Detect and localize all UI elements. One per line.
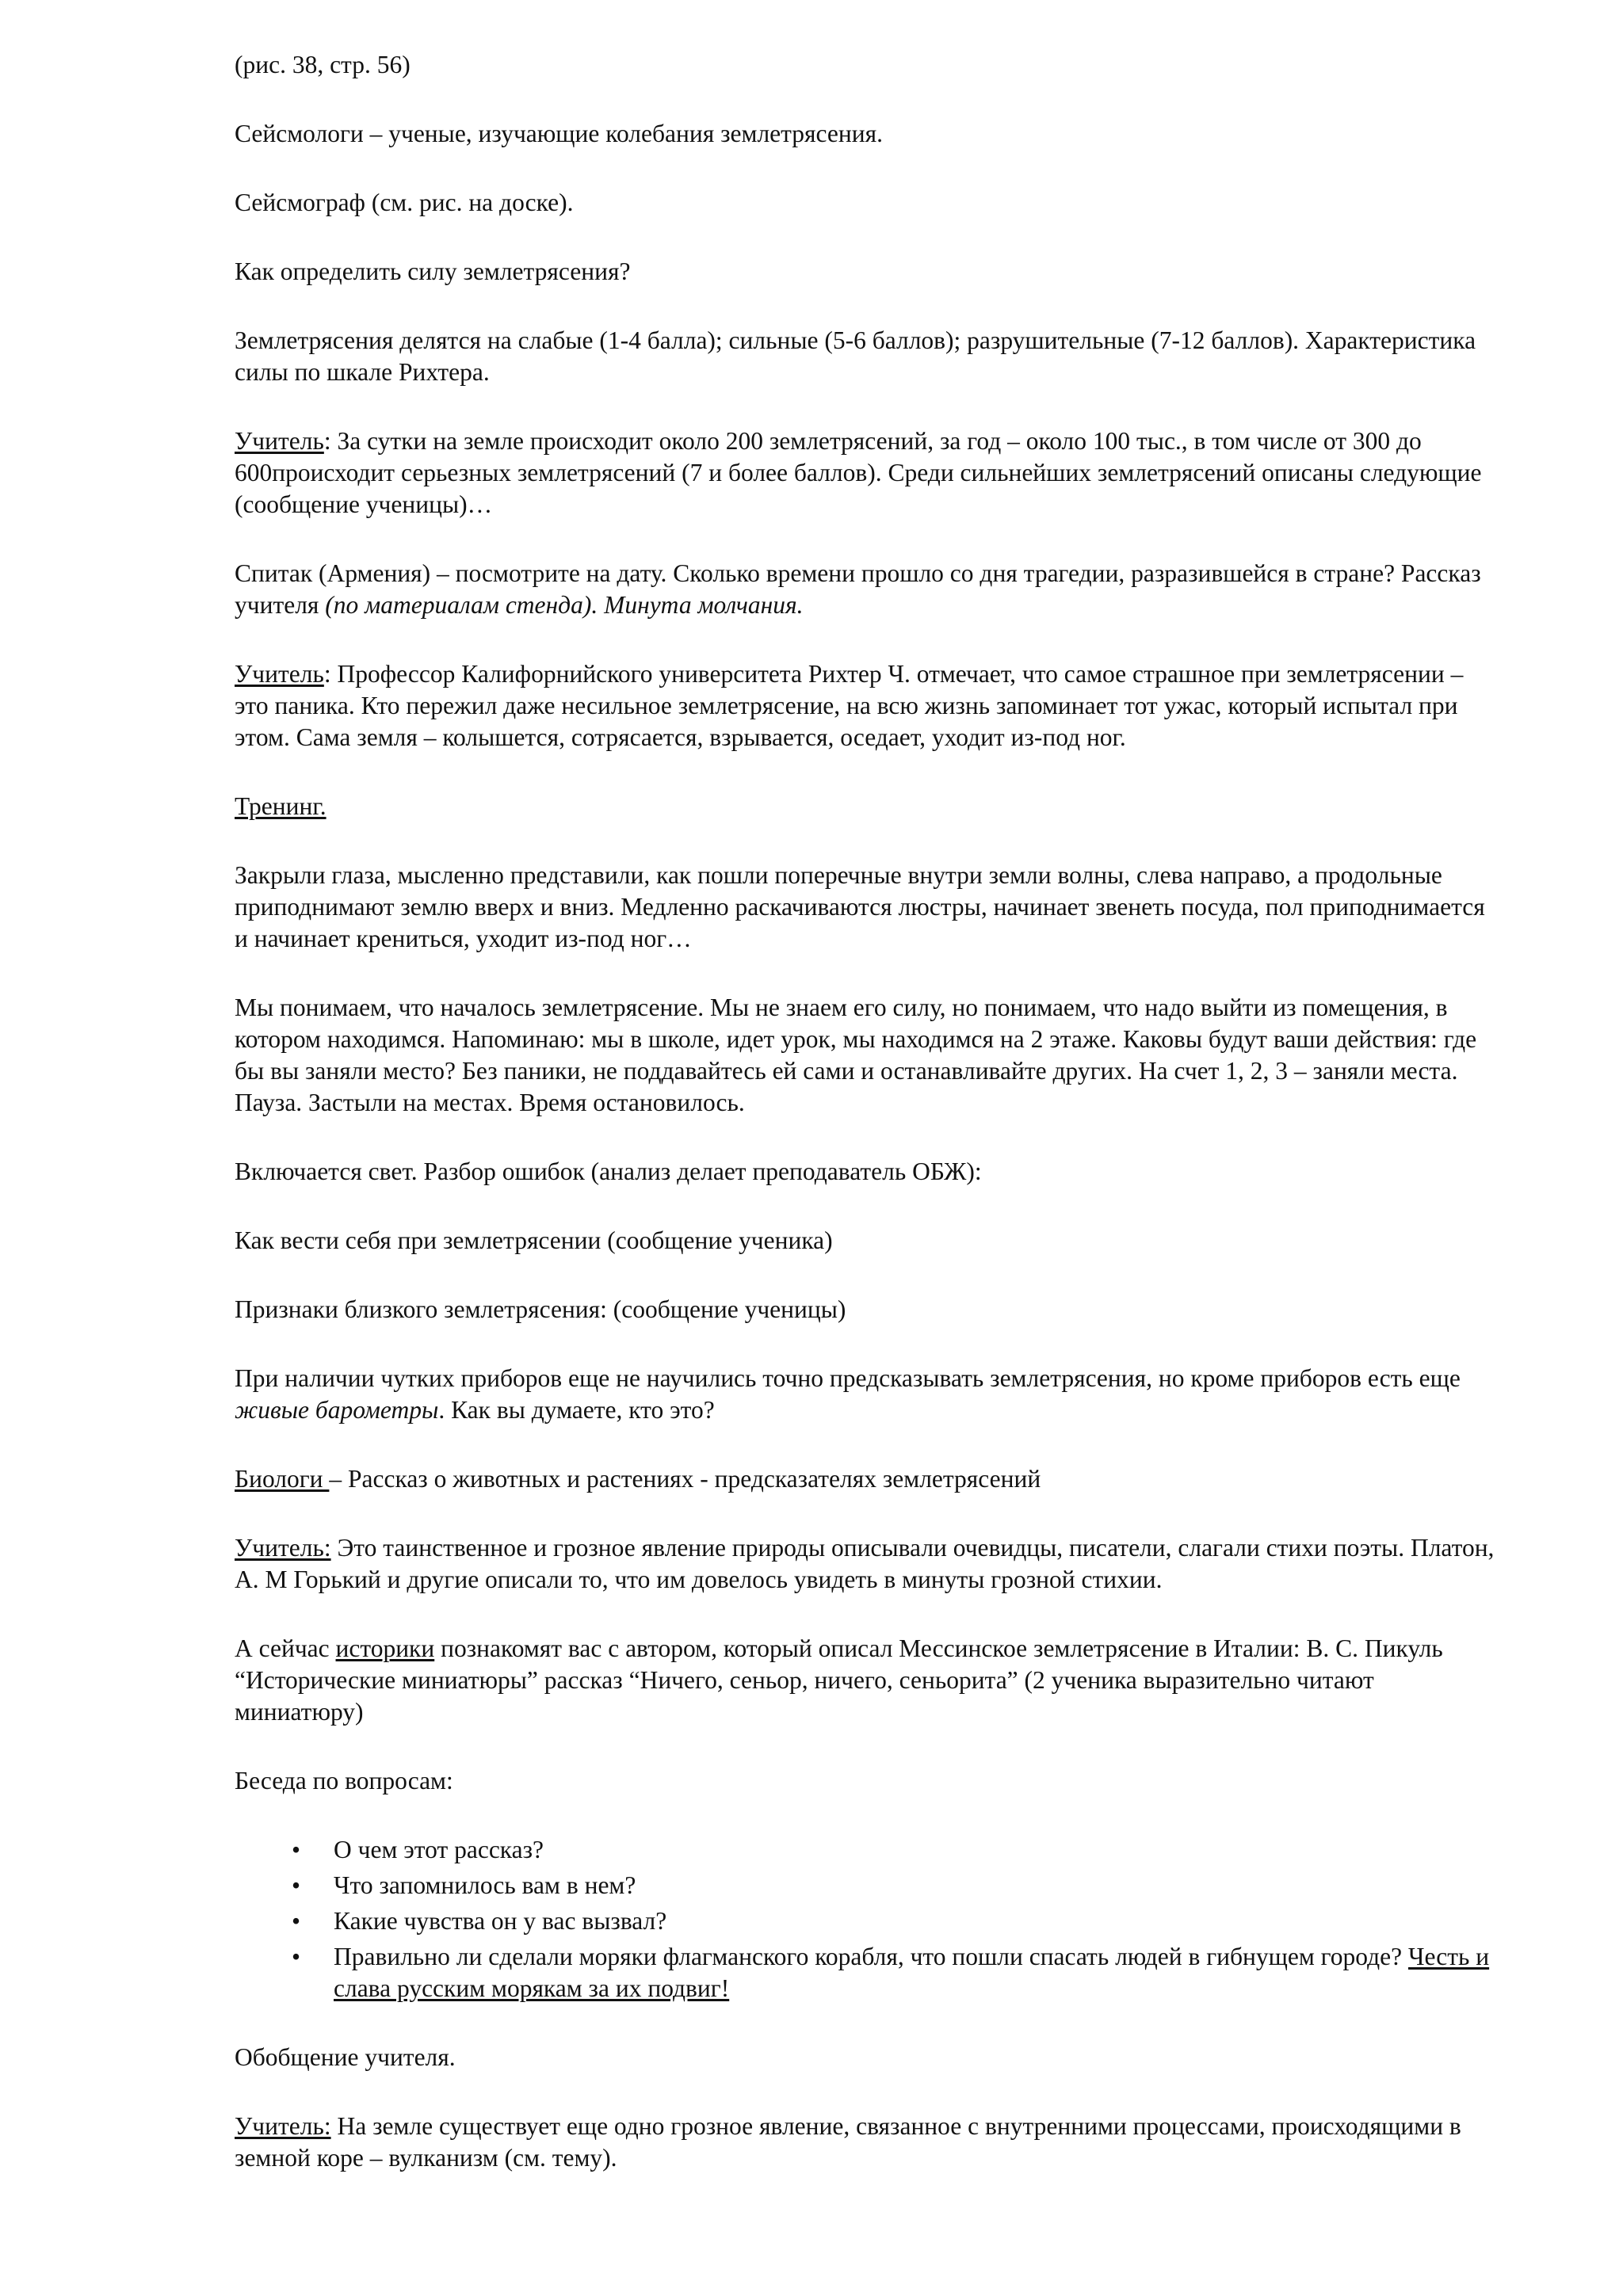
teacher-label: Учитель [235,427,324,455]
paragraph-closed-eyes: Закрыли глаза, мысленно представили, как пошли поперечные внутри земли волны, слева направо, а продольные приподнимают землю вверх и вниз. Медленно раскачиваются люстры, начинает звенеть посуда, пол приподнимается и начинает крениться, уходит из-под ног… [235,861,1485,952]
list-item [235,1941,1503,2004]
paragraph-spitak [235,558,1503,621]
paragraph-biologists [235,1463,1503,1495]
list-item-text: О чем этот рассказ? [334,1836,544,1863]
paragraph-text: : За сутки на земле происходит около 200 землетрясений, за год – около 100 тыс., в том числе от 300 до 600происходит серьезных землетрясений (7 и более баллов). Среди сильнейших землетрясений описаны следующие (сообщение ученицы)… [235,427,1482,518]
paragraph-conversation: Беседа по вопросам: [235,1767,453,1794]
paragraph-text: . Как вы думаете, кто это? [438,1396,715,1424]
paragraph-devices [235,1363,1503,1426]
paragraph-text: А сейчас [235,1634,336,1662]
paragraph-teacher-2 [235,658,1503,753]
bullet-icon: • [292,1943,301,1970]
paragraph-teacher-3 [235,1532,1503,1596]
paragraph-text: На земле существует еще одно грозное явление, связанное с внутренними процессами, происходящими в земной коре – вулканизм (см. тему). [235,2112,1461,2172]
document-page [235,49,1503,2211]
bullet-icon: • [292,1836,301,1863]
italic-text: живые барометры [235,1396,439,1424]
paragraph-how-behave: Как вести себя при землетрясении (сообщение ученика) [235,1226,833,1254]
list-item [235,1905,1503,1937]
question-list [235,1834,1503,2004]
italic-text: (по материалам стенда). Минута молчания. [325,591,804,619]
teacher-label: Учитель: [235,2112,331,2140]
paragraph-teacher-1 [235,425,1503,521]
paragraph-we-understand: Мы понимаем, что началось землетрясение. Мы не знаем его силу, но понимаем, что надо выйти из помещения, в котором находимся. Напоминаю: мы в школе, идет урок, мы находимся на 2 этаже. Каковы будут ваши действия: где бы вы заняли место? Без паники, не поддавайтесь ей сами и останавливайте других. На счет 1, 2, 3 – заняли места. Пауза. Застыли на местах. Время остановилось. [235,994,1477,1116]
bullet-icon: • [292,1871,301,1899]
teacher-label: Учитель: [235,1534,331,1562]
paragraph-text: Это таинственное и грозное явление природы описывали очевидцы, писатели, слагали стихи поэты. Платон, А. М Горький и другие описали то, что им довелось увидеть в минуты грозной стихии. [235,1534,1495,1593]
biologists-label: Биологи [235,1465,330,1493]
list-item-text: Правильно ли сделали моряки флагманского корабля, что пошли спасать людей в гибнущем городе? [334,1943,1409,1970]
figure-reference: (рис. 38, стр. 56) [235,51,411,78]
list-item [235,1834,1503,1866]
teacher-label: Учитель [235,660,324,688]
list-item [235,1870,1503,1901]
paragraph-training-heading [235,791,1503,822]
bullet-icon: • [292,1907,301,1935]
paragraph-text: познакомят вас с автором, который описал Мессинское землетрясение в Италии: В. С. Пикуль “Исторические миниатюры” рассказ “Ничего, сеньор, ничего, сеньорита” (2 ученика выразительно читают миниатюру) [235,1634,1443,1726]
paragraph-how-determine: Как определить силу землетрясения? [235,257,631,285]
paragraph-summary: Обобщение учителя. [235,2043,456,2071]
paragraph-signs: Признаки близкого землетрясения: (сообщение ученицы) [235,1295,846,1323]
paragraph-teacher-4 [235,2111,1503,2174]
list-item-text: Что запомнилось вам в нем? [334,1871,636,1899]
paragraph-seismograph: Сейсмограф (см. рис. на доске). [235,189,574,216]
paragraph-historians [235,1633,1503,1728]
paragraph-seismologists: Сейсмологи – ученые, изучающие колебания землетрясения. [235,120,883,147]
list-item-text: Какие чувства он у вас вызвал? [334,1907,667,1935]
paragraph-text: При наличии чутких приборов еще не научились точно предсказывать землетрясения, но кроме приборов есть еще [235,1364,1461,1392]
paragraph-categories: Землетрясения делятся на слабые (1-4 балла); сильные (5-6 баллов); разрушительные (7-12 баллов). Характеристика силы по шкале Рихтера. [235,326,1476,386]
paragraph-text: – Рассказ о животных и растениях - предсказателях землетрясений [329,1465,1041,1493]
historians-label: историки [335,1634,435,1662]
paragraph-text: Спитак (Армения) – посмотрите на дату. Сколько времени прошло со дня трагедии, разразившейся в стране? Рассказ учителя [235,559,1481,619]
honor-text: Честь и слава русским морякам за их подвиг! [334,1943,1490,2002]
paragraph-light: Включается свет. Разбор ошибок (анализ делает преподаватель ОБЖ): [235,1158,982,1185]
paragraph-text: : Профессор Калифорнийского университета Рихтер Ч. отмечает, что самое страшное при землетрясении – это паника. Кто пережил даже несильное землетрясение, на всю жизнь запоминает тот ужас, который испытал при этом. Сама земля – колышется, сотрясается, взрывается, оседает, уходит из-под ног. [235,660,1464,751]
training-label: Тренинг. [235,792,327,820]
